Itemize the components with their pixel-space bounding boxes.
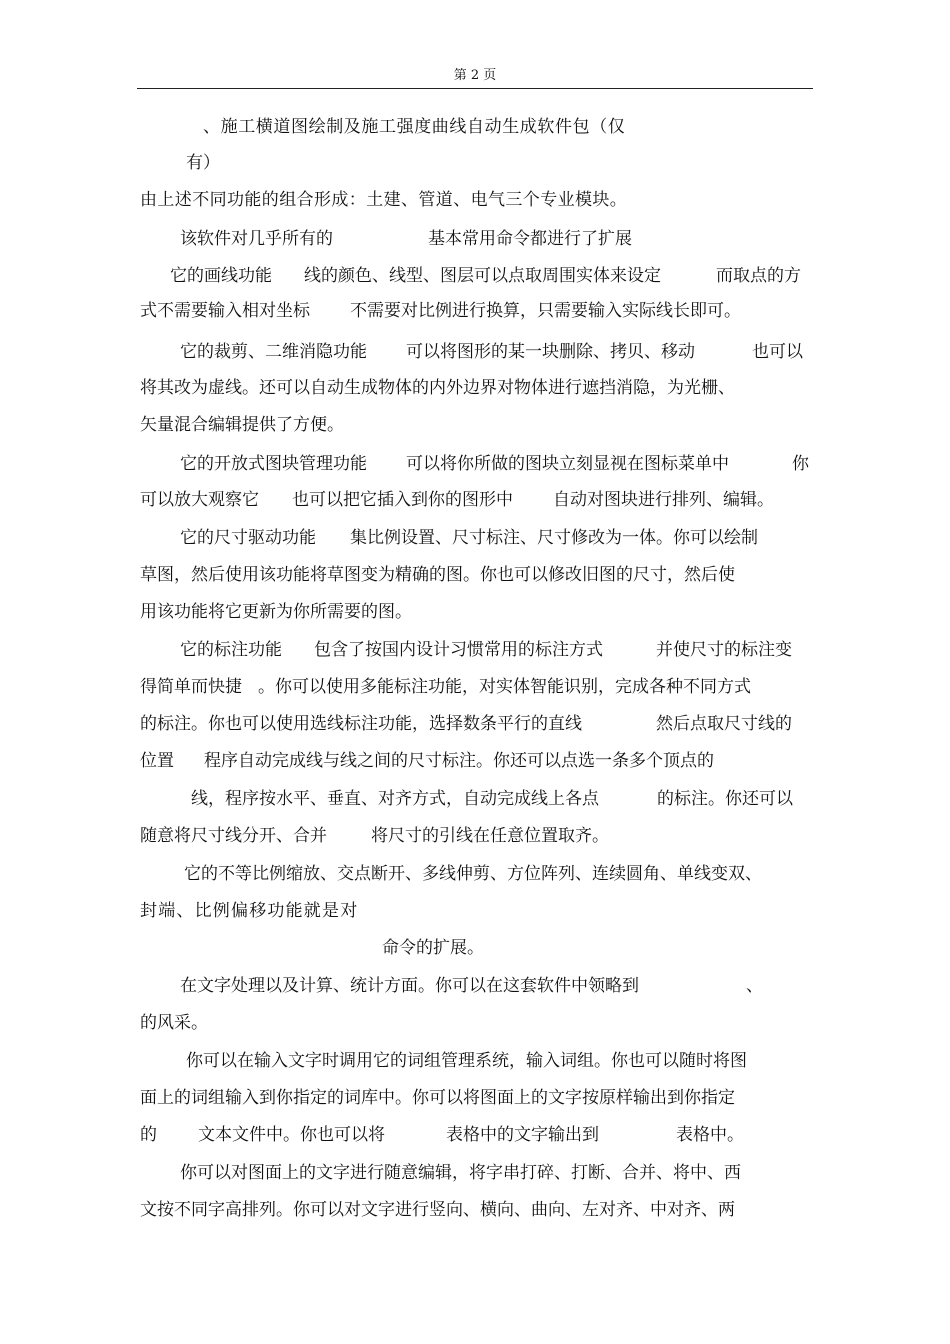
text-line: 并使尺寸的标注变	[656, 640, 792, 660]
text-line: 封端、比例偏移功能就是对	[140, 901, 359, 921]
text-line: 随意将尺寸线分开、合并	[140, 826, 327, 846]
text-line: 式不需要输入相对坐标	[140, 301, 310, 321]
text-line: 由上述不同功能的组合形成：土建、管道、电气三个专业模块。	[140, 190, 628, 210]
text-line: 将尺寸的引线在任意位置取齐。	[371, 826, 609, 846]
text-line: 它的开放式图块管理功能	[180, 454, 367, 474]
text-line: 程序自动完成线与线之间的尺寸标注。你还可以点选一条多个顶点的	[204, 751, 714, 771]
text-line: 它的标注功能	[180, 640, 282, 660]
text-line: 文本文件中。你也可以将	[198, 1125, 385, 1145]
text-line: 然后点取尺寸线的	[656, 714, 792, 734]
text-line: 可以将图形的某一块删除、拷贝、移动	[406, 342, 695, 362]
text-line: 而取点的方	[716, 266, 801, 286]
text-line: 自动对图块进行排列、编辑。	[553, 490, 774, 510]
text-line: 你可以在输入文字时调用它的词组管理系统，输入词组。你也可以随时将图	[186, 1051, 747, 1071]
text-line: 矢量混合编辑提供了方便。	[140, 415, 344, 435]
text-line: 、施工横道图绘制及施工强度曲线自动生成软件包（仅	[203, 117, 626, 137]
text-line: 线，程序按水平、垂直、对齐方式，自动完成线上各点	[191, 789, 599, 809]
text-line: 有）	[186, 153, 220, 173]
text-line: 集比例设置、尺寸标注、尺寸修改为一体。你可以绘制	[350, 528, 758, 548]
text-line: 可以将你所做的图块立刻显视在图标菜单中	[406, 454, 729, 474]
text-line: 你可以对图面上的文字进行随意编辑，将字串打碎、打断、合并、将中、西	[180, 1163, 741, 1183]
text-line: 它的裁剪、二维消隐功能	[180, 342, 367, 362]
text-line: 得简单而快捷	[140, 677, 242, 697]
text-line: 将其改为虚线。还可以自动生成物体的内外边界对物体进行遮挡消隐，为光栅、	[140, 378, 735, 398]
text-line: 表格中的文字输出到	[446, 1125, 599, 1145]
text-line: 表格中。	[676, 1125, 744, 1145]
text-line: 、	[746, 976, 763, 996]
text-line: 它的尺寸驱动功能	[180, 528, 316, 548]
text-line: 它的不等比例缩放、交点断开、多线伸剪、方位阵列、连续圆角、单线变双、	[184, 864, 762, 884]
text-line: 。你可以使用多能标注功能，对实体智能识别，完成各种不同方式	[258, 677, 751, 697]
text-line: 的标注。你还可以	[657, 789, 793, 809]
text-line: 文按不同字高排列。你可以对文字进行竖向、横向、曲向、左对齐、中对齐、两	[140, 1200, 735, 1220]
text-line: 草图，然后使用该功能将草图变为精确的图。你也可以修改旧图的尺寸，然后使	[140, 565, 735, 585]
text-line: 基本常用命令都进行了扩展	[428, 229, 632, 249]
text-line: 可以放大观察它	[140, 490, 259, 510]
text-line: 位置	[140, 751, 174, 771]
text-line: 的	[140, 1125, 157, 1145]
text-line: 包含了按国内设计习惯常用的标注方式	[314, 640, 603, 660]
text-line: 也可以	[752, 342, 803, 362]
text-line: 面上的词组输入到你指定的词库中。你可以将图面上的文字按原样输出到你指定	[140, 1088, 735, 1108]
text-line: 不需要对比例进行换算，只需要输入实际线长即可。	[350, 301, 741, 321]
text-line: 用该功能将它更新为你所需要的图。	[140, 602, 412, 622]
text-line: 线的颜色、线型、图层可以点取周围实体来设定	[304, 266, 661, 286]
text-line: 也可以把它插入到你的图形中	[292, 490, 513, 510]
text-line: 该软件对几乎所有的	[180, 229, 333, 249]
text-line: 它的画线功能	[170, 266, 272, 286]
page-number-header: 第 2 页	[453, 68, 497, 83]
text-line: 的标注。你也可以使用选线标注功能，选择数条平行的直线	[140, 714, 582, 734]
text-line: 的风采。	[140, 1013, 208, 1033]
text-line: 你	[792, 454, 809, 474]
header-rule	[137, 88, 813, 89]
text-line: 在文字处理以及计算、统计方面。你可以在这套软件中领略到	[180, 976, 639, 996]
text-line: 命令的扩展。	[382, 938, 484, 958]
